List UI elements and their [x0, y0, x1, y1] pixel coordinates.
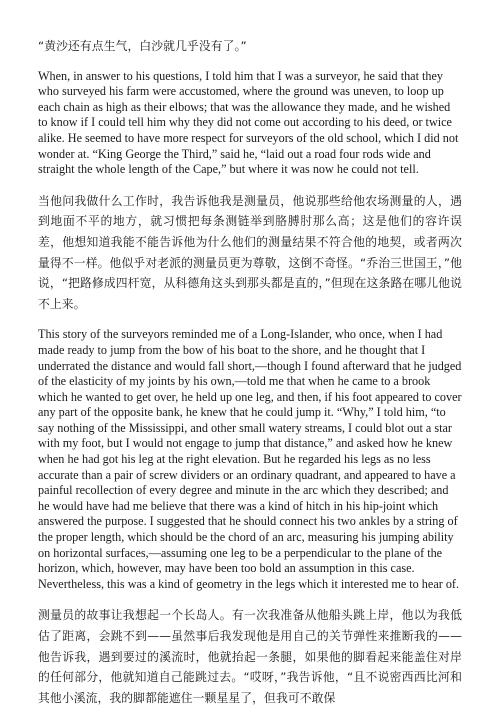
paragraph-chinese-quote: “黄沙还有点生气，白沙就几乎没有了。”	[38, 39, 247, 53]
paragraph-chinese-surveyor: 当他问我做什么工作时，我告诉他我是测量员，他说那些给他农场测量的人，遇到地面不平的地方，就习惯把每条测链举到胳膊肘那么高；这是他们的容许误差，他想知道我能不能告诉他为什么他们的测量结果不符合他的地契，或者两次量得不一样。他似乎对老派的测量员更为尊敬，这倒不奇怪。“乔治三世国王，”他说，“把路修成四杆宽，从科德角这头到那头都是直的，”但现在这条路在哪儿他说不上来。	[38, 193, 462, 311]
paragraph-english-long-islander: This story of the surveyors reminded me of a Long-Islander, who once, when I had made ready to jump from the bow of his boat to the shore, and he thought that I underrated the distance and would fall short,—though I found afterward that he judged of the elasticity of my joints by his own,—told me that when he came to a brook which he wanted to get over, he held up one leg, and then, if his foot appeared to cover any part of the opposite bank, he knew that he could jump it. “Why,” I told him, “to say nothing of the Mississippi, and other small watery streams, I could blot out a star with my foot, but I would not engage to jump that distance,” and asked how he knew when he had got his leg at the right elevation. But he regarded his legs as no less accurate than a pair of screw dividers or an ordinary quadrant, and appeared to have a painful recollection of every degree and minute in the arc which they described; and he would have had me believe that there was a kind of hitch in his hip-joint which answered the purpose. I suggested that he should connect his two ankles by a string of the proper length, which should be the chord of an arc, measuring his jumping ability on horizontal surfaces,—assuming one leg to be a perpendicular to the plane of the horizon, which, however, may have been too bold an assumption in this case. Nevertheless, this was a kind of geometry in the legs which it interested me to hear of.	[38, 327, 462, 591]
paragraph-chinese-long-islander: 测量员的故事让我想起一个长岛人。有一次我准备从他船头跳上岸，他以为我低估了距离，会跳不到——虽然事后我发现他是用自己的关节弹性来推断我的——他告诉我，遇到要过的溪流时，他就抬起一条腿，如果他的脚看起来能盖住对岸的任何部分，他就知道自己能跳过去。“哎呀，”我告诉他，“且不说密西西比河和其他小溪流，我的脚都能遮住一颗星星了，但我可不敢保	[38, 608, 462, 705]
paragraph-english-surveyor: When, in answer to his questions, I told him that I was a surveyor, he said that they who surveyed his farm were accustomed, where the ground was uneven, to loop up each chain as high as their elbows; that was the allowance they made, and he wished to know if I could tell him why they did not come out according to his deed, or twice alike. He seemed to have more respect for surveyors of the old school, which I did not wonder at. “King George the Third,” said he, “laid out a road four rods wide and straight the whole length of the Cape,” but where it was now he could not tell.	[38, 68, 459, 177]
